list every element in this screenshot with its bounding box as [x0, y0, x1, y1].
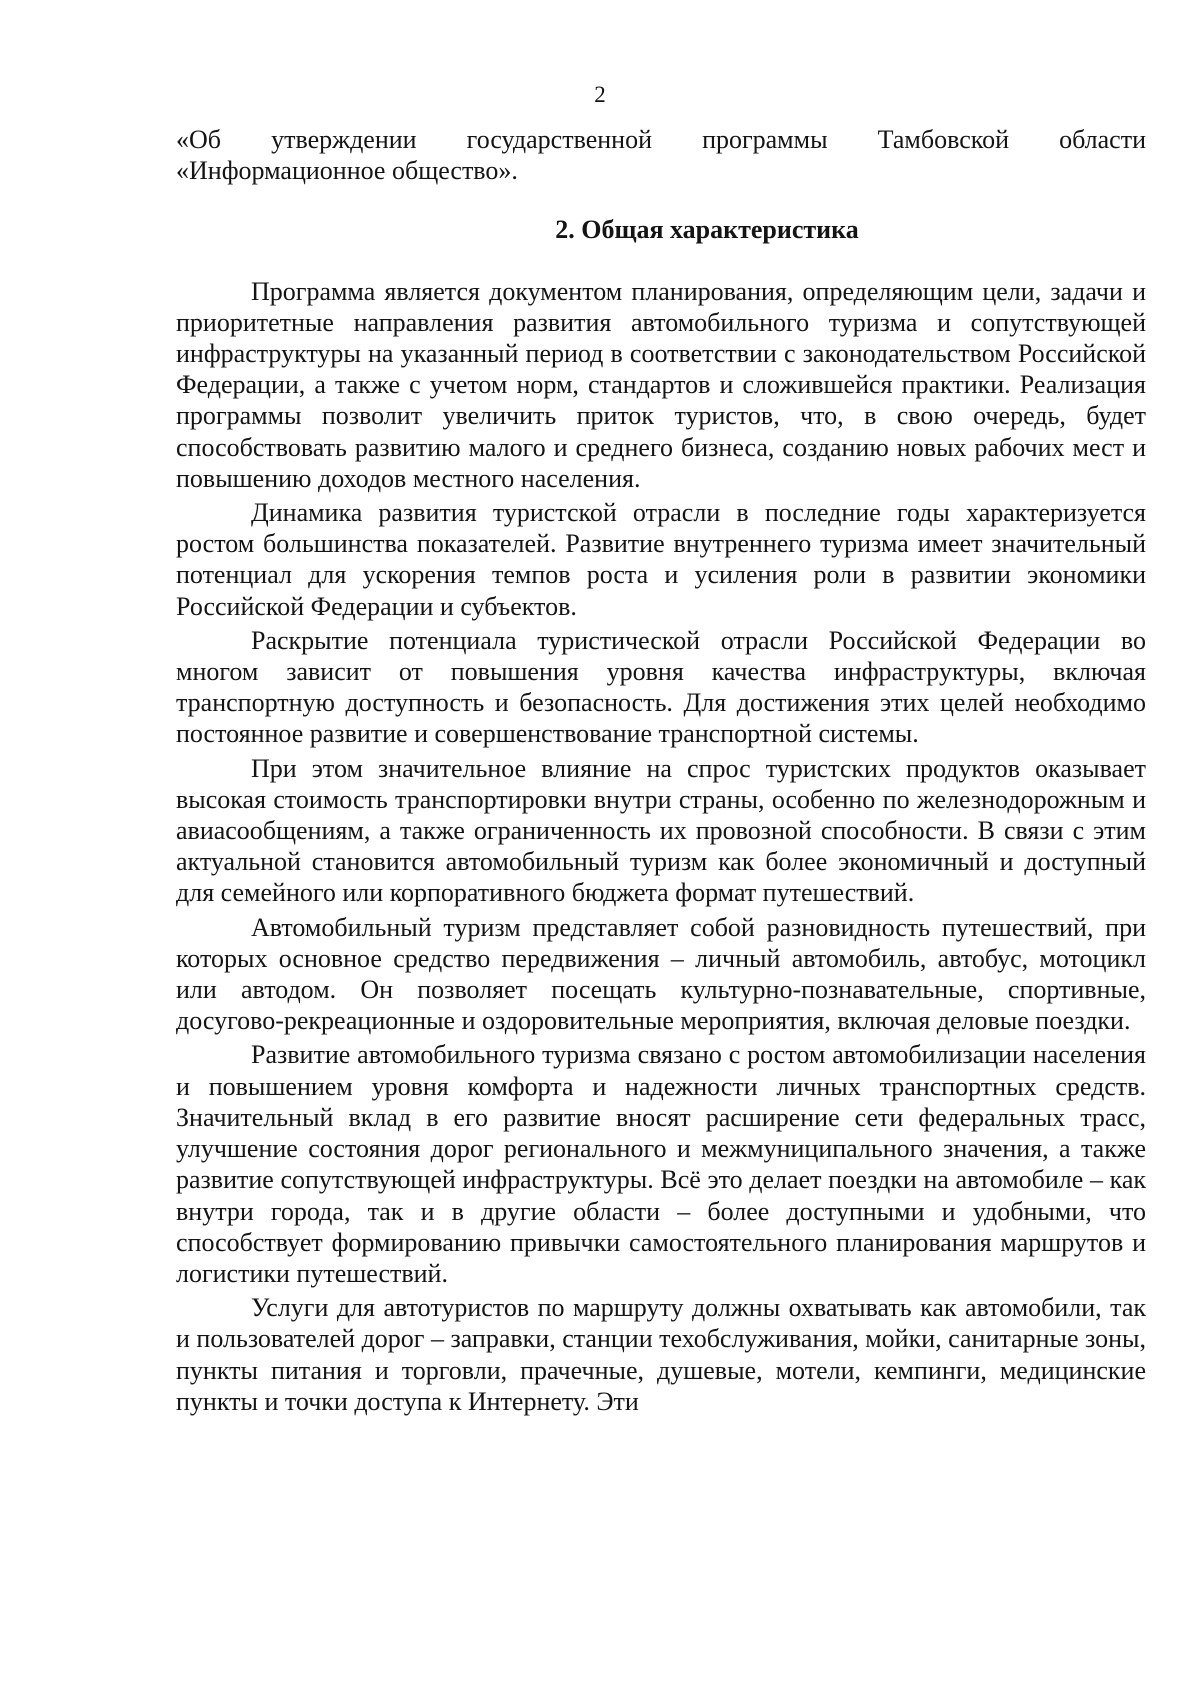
paragraph-auto-tourism-definition: Автомобильный туризм представляет собой разновидность путешествий, при которых основное средство передвижения – личный автомобиль, автобус, мотоцикл или автодом. Он позволяет посещать культурно-познавательные, спортивные, досугово-рекреационные и оздоровительные мероприятия, включая деловые поездки. [176, 912, 1146, 1036]
section-title: 2. Общая характеристика [555, 215, 859, 245]
paragraph-transport-cost: При этом значительное влияние на спрос туристских продуктов оказывает высокая стоимость транспортировки внутри страны, особенно по железнодорожным и авиасообщениям, а также ограниченность их провозной способности. В связи с этим актуальной становится автомобильный туризм как более экономичный и доступный для семейного или корпоративного бюджета формат путешествий. [176, 753, 1146, 908]
paragraph-auto-tourism-development: Развитие автомобильного туризма связано с ростом автомобилизации населения и повышением уровня комфорта и надежности личных транспортных средств. Значительный вклад в его развитие вносят расширение сети федеральных трасс, улучшение состояния дорог регионального и межмуниципального значения, а также развитие сопутствующей инфраструктуры. Всё это делает поездки на автомобиле – как внутри города, так и в другие области – более доступными и удобными, что способствует формированию привычки самостоятельного планирования маршрутов и логистики путешествий. [176, 1040, 1146, 1288]
intro-line-2: «Информационное общество». [176, 156, 518, 186]
intro-text [176, 124, 1146, 186]
paragraph-services: Услуги для автотуристов по маршруту должны охватывать как автомобили, так и пользователей дорог – заправки, станции техобслуживания, мойки, санитарные зоны, пункты питания и торговли, прачечные, душевые, мотели, кемпинги, медицинские пункты и точки доступа к Интернету. Эти [176, 1293, 1147, 1416]
intro-line-1: «Об утверждении государственной программы Тамбовской области [176, 125, 1146, 154]
paragraph-industry-dynamics: Динамика развития туристской отрасли в последние годы характеризуется ростом большинства показателей. Развитие внутреннего туризма имеет значительный потенциал для ускорения темпов роста и усиления роли в развитии экономики Российской Федерации и субъектов. [176, 498, 1146, 621]
page-number: 2 [594, 82, 606, 107]
document-body [176, 124, 1146, 1417]
paragraph-infrastructure: Раскрытие потенциала туристической отрасли Российской Федерации во многом зависит от повышения уровня качества инфраструктуры, включая транспортную доступность и безопасность. Для достижения этих целей необходимо постоянное развитие и совершенствование транспортной системы. [176, 625, 1146, 749]
paragraph-program-purpose: Программа является документом планирования, определяющим цели, задачи и приоритетные направления развития автомобильного туризма и сопутствующей инфраструктуры на указанный период в соответствии с законодательством Российской Федерации, а также с учетом норм, стандартов и сложившейся практики. Реализация программы позволит увеличить приток туристов, что, в свою очередь, будет способствовать развитию малого и среднего бизнеса, созданию новых рабочих мест и повышению доходов местного населения. [176, 276, 1146, 493]
